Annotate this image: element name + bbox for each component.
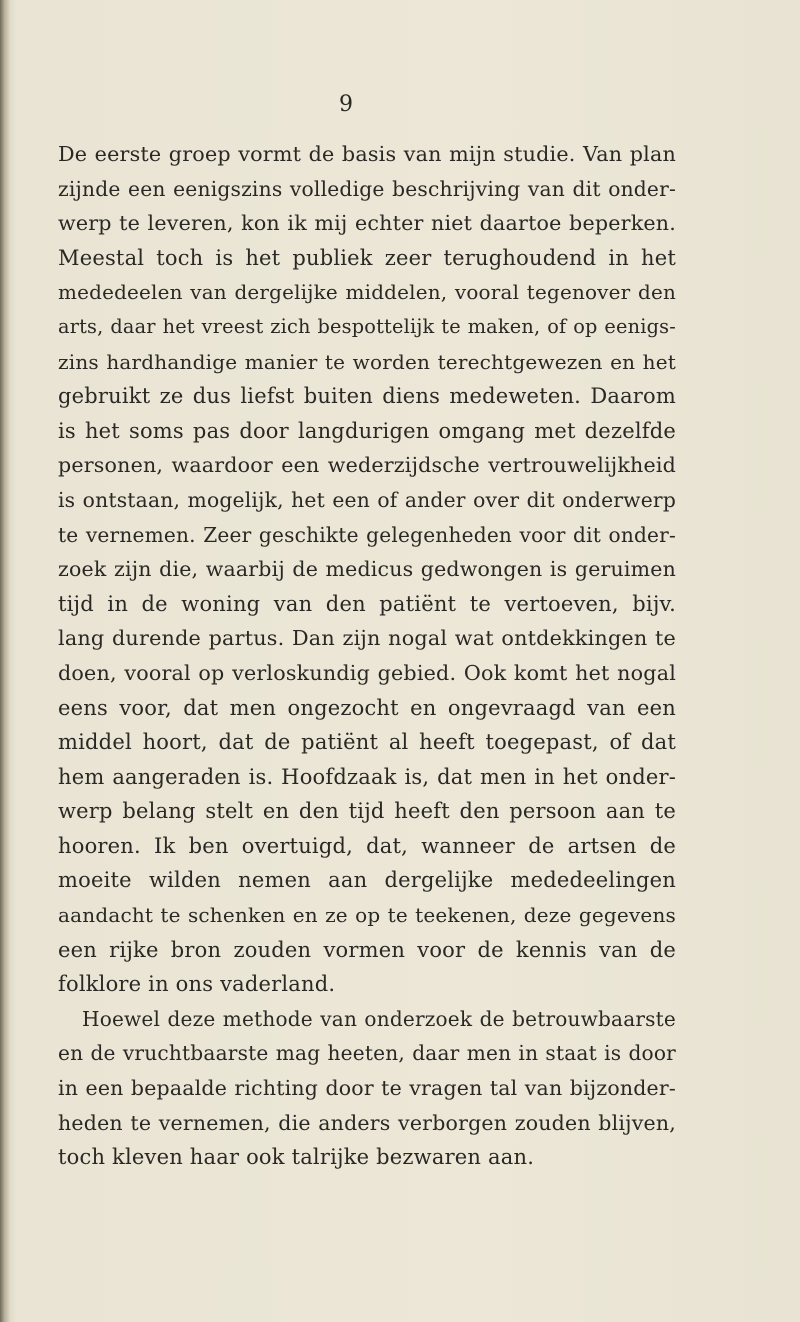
text-line: eens voor, dat men ongezocht en ongevraagd van een	[58, 695, 676, 720]
text-line: is het soms pas door langdurigen omgang met dezelfde	[58, 418, 676, 443]
text-line: middel hoort, dat de patiënt al heeft toegepast, of dat	[58, 730, 676, 755]
text-line: heden te vernemen, die anders verborgen zouden blijven,	[58, 1110, 676, 1135]
text-line: folklore in ons vaderland.	[58, 972, 336, 997]
text-line: Hoewel deze methode van onderzoek de betrouwbaarste	[82, 1006, 676, 1031]
text-line: werp belang stelt en den tijd heeft den persoon aan te	[58, 799, 676, 824]
text-line: Meestal toch is het publiek zeer terughoudend in het	[58, 245, 676, 270]
text-line: personen, waardoor een wederzijdsche vertrouwelijkheid	[58, 453, 676, 478]
text-line: gebruikt ze dus liefst buiten diens medeweten. Daarom	[58, 384, 676, 409]
text-line: in een bepaalde richting door te vragen tal van bijzonder-	[58, 1076, 676, 1101]
page-number: 9	[339, 92, 353, 117]
text-line: toch kleven haar ook talrijke bezwaren aan.	[58, 1145, 535, 1170]
text-line: zoek zijn die, waarbij de medicus gedwongen is geruimen	[58, 557, 676, 582]
text-line: arts, daar het vreest zich bespottelijk te maken, of op eenigs-	[58, 314, 676, 338]
text-line: tijd in de woning van den patiënt te vertoeven, bijv.	[58, 591, 676, 616]
text-line: te vernemen. Zeer geschikte gelegenheden voor dit onder-	[58, 522, 676, 547]
text-line: hem aangeraden is. Hoofdzaak is, dat men in het onder-	[58, 764, 676, 789]
page-edge-shadow	[0, 0, 10, 1322]
text-line: doen, vooral op verloskundig gebied. Ook komt het nogal	[58, 660, 676, 685]
text-line: lang durende partus. Dan zijn nogal wat ontdekkingen te	[58, 626, 676, 651]
text-line: moeite wilden nemen aan dergelijke mededeelingen	[58, 868, 676, 893]
text-line: hooren. Ik ben overtuigd, dat, wanneer de artsen de	[58, 833, 676, 858]
text-line: De eerste groep vormt de basis van mijn studie. Van plan	[58, 142, 676, 166]
text-line: aandacht te schenken en ze op te teekenen, deze gegevens	[58, 903, 676, 928]
text-line: mededeelen van dergelijke middelen, vooral tegenover den	[58, 280, 676, 305]
text-line: een rijke bron zouden vormen voor de kennis van de	[58, 937, 676, 962]
text-line: zijnde een eenigszins volledige beschrijving van dit onder-	[58, 176, 676, 201]
text-line: werp te leveren, kon ik mij echter niet daartoe beperken.	[58, 211, 676, 236]
text-line: zins hardhandige manier te worden terechtgewezen en het	[58, 349, 676, 374]
text-line: is ontstaan, mogelijk, het een of ander over dit onderwerp	[58, 487, 676, 512]
body-text	[58, 137, 676, 1175]
text-line: en de vruchtbaarste mag heeten, daar men in staat is door	[58, 1041, 676, 1066]
